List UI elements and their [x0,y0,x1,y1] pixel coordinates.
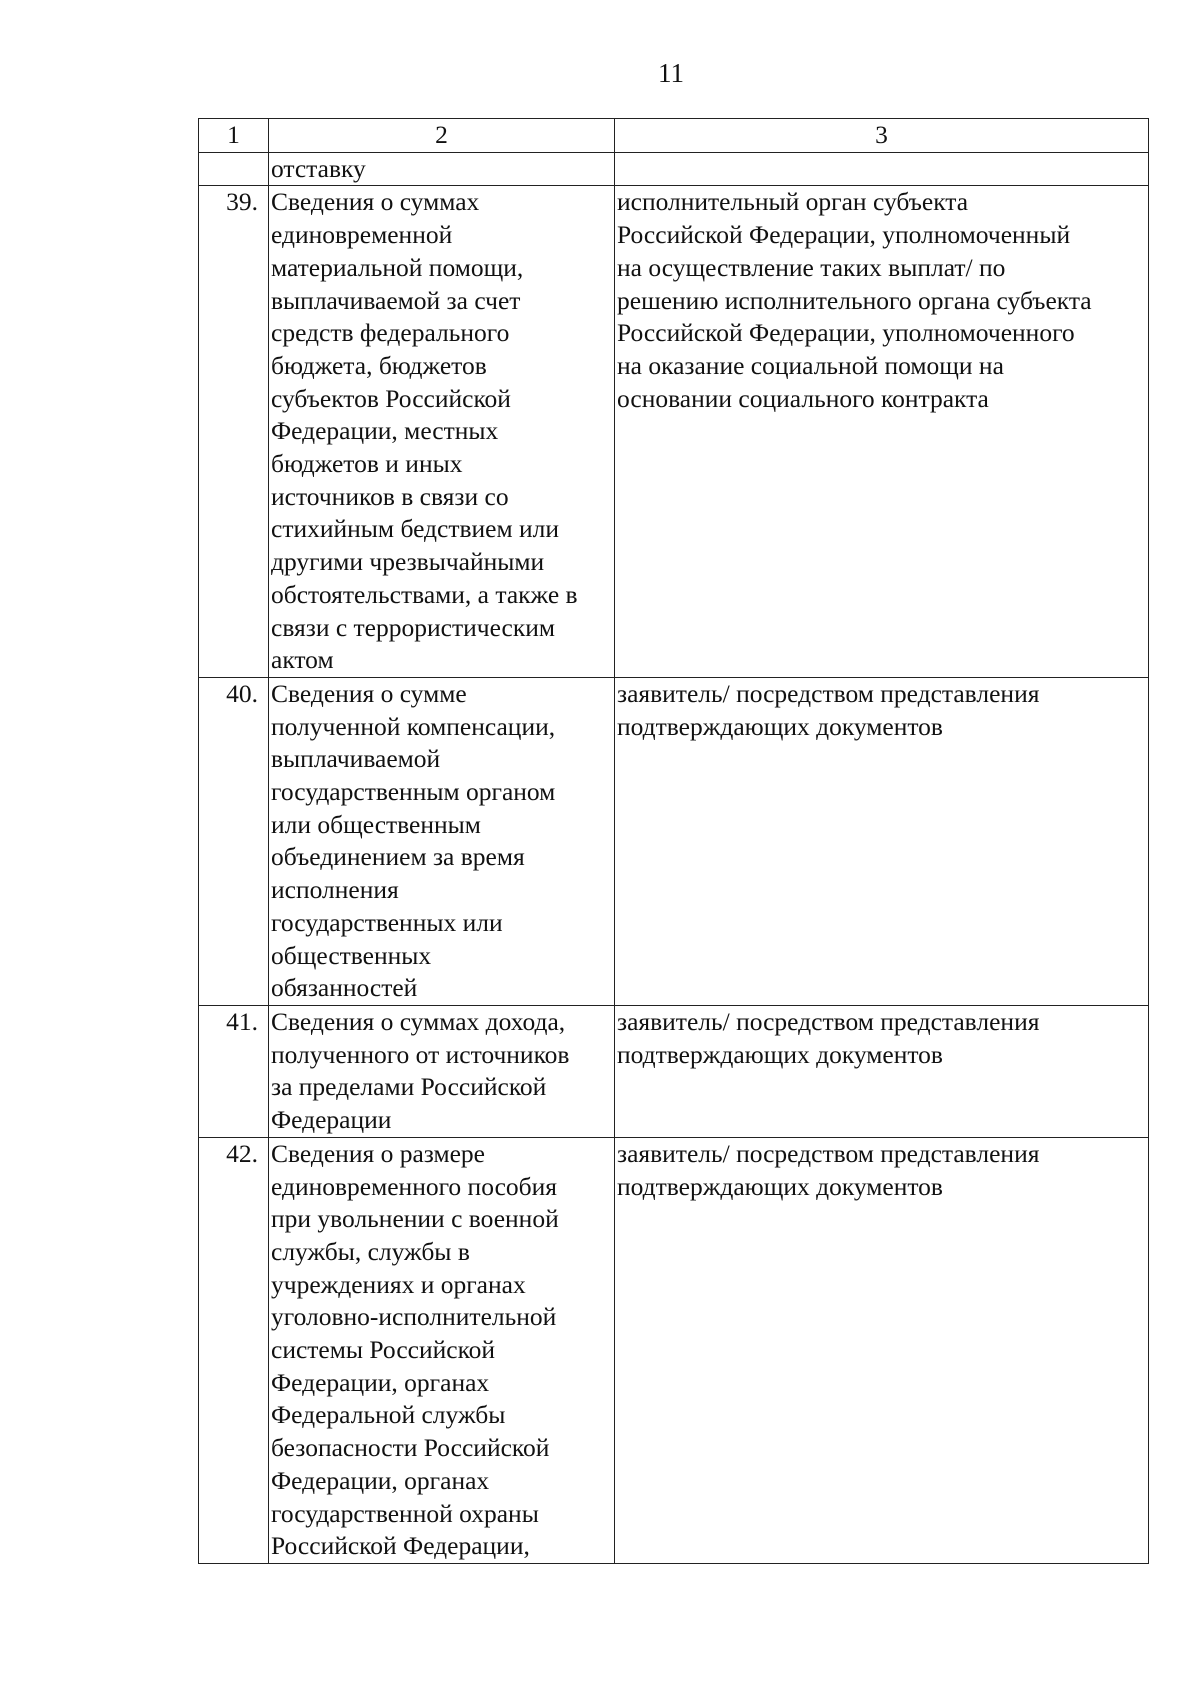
table-row [199,186,1149,678]
row-number: 42. [199,1137,269,1563]
row-number: 40. [199,677,269,1005]
table-row [199,1137,1149,1563]
row-source [615,152,1149,186]
column-header-1: 1 [199,119,269,153]
row-source: заявитель/ посредством представления подтверждающих документов [615,1005,1149,1137]
table-header-row [199,119,1149,153]
row-description: Сведения о размере единовременного пособия при увольнении с военной службы, службы в учреждениях и органах уголовно-исполнительной системы Российской Федерации, органах Федеральной службы безопасности Российской Федерации, органах государственной охраны Российской Федерации, [269,1137,615,1563]
row-source: заявитель/ посредством представления подтверждающих документов [615,1137,1149,1563]
row-number [199,152,269,186]
page-number: 11 [658,58,684,88]
row-description: отставку [269,152,615,186]
document-table [198,118,1149,1564]
column-header-3: 3 [615,119,1149,153]
table-row [199,677,1149,1005]
row-number: 39. [199,186,269,678]
row-description: Сведения о суммах единовременной материальной помощи, выплачиваемой за счет средств федерального бюджета, бюджетов субъектов Российской Федерации, местных бюджетов и иных источников в связи со стихийным бедствием или другими чрезвычайными обстоятельствами, а также в связи с террористическим актом [269,186,615,678]
row-source: исполнительный орган субъекта Российской Федерации, уполномоченный на осуществление таких выплат/ по решению исполнительного органа субъекта Российской Федерации, уполномоченного на оказание социальной помощи на основании социального контракта [615,186,1149,678]
row-description: Сведения о сумме полученной компенсации, выплачиваемой государственным органом или общественным объединением за время исполнения государственных или общественных обязанностей [269,677,615,1005]
table-row [199,1005,1149,1137]
column-header-2: 2 [269,119,615,153]
row-source: заявитель/ посредством представления подтверждающих документов [615,677,1149,1005]
row-description: Сведения о суммах дохода, полученного от источников за пределами Российской Федерации [269,1005,615,1137]
table-row-continuation [199,152,1149,186]
row-number: 41. [199,1005,269,1137]
